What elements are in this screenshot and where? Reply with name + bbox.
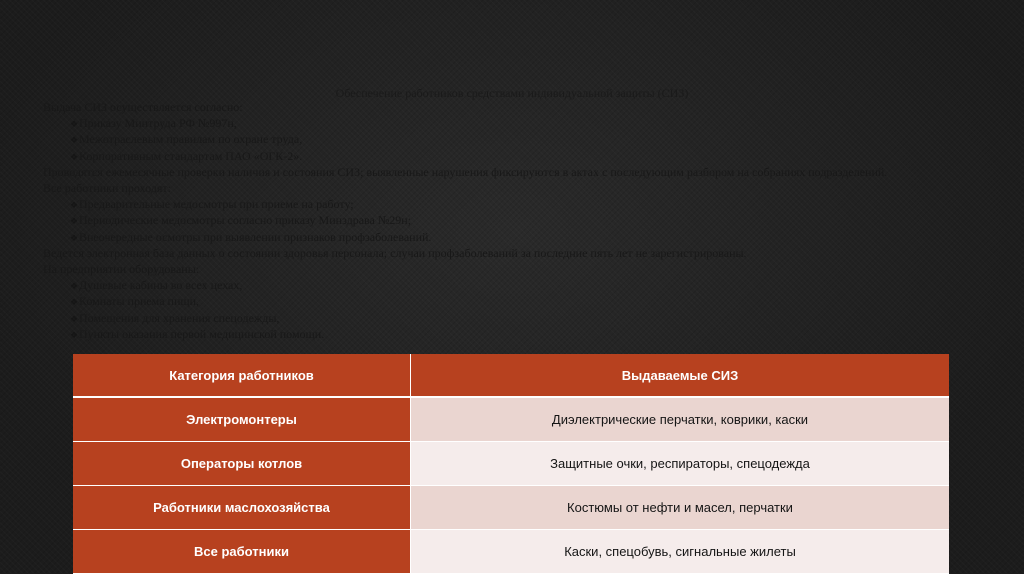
bullet-item [43,116,1003,133]
bullet-item [43,149,1003,166]
paragraph [43,165,1003,181]
worker-category-cell: Электромонтеры [73,398,411,442]
bullet-text: Приказу Минтруда РФ №997н, [79,115,237,130]
body-text [43,100,1003,344]
bullet-text: Корпоративным стандартам ПАО «ОГК-2». [79,148,303,163]
bullet-text: Душевые кабины во всех цехах, [79,277,243,292]
diamond-bullet-icon: ❖ [70,280,79,291]
worker-category-cell: Операторы котлов [73,442,411,486]
bullet-item [43,278,1003,295]
bullet-text: Межотраслевым правилам по охране труда, [79,132,303,147]
paragraph [43,181,1003,197]
issued-ppe-cell: Каски, спецобувь, сигнальные жилеты [411,530,949,574]
diamond-bullet-icon: ❖ [70,313,79,324]
ppe-table [73,354,949,574]
bullet-item [43,132,1003,149]
diamond-bullet-icon: ❖ [70,118,79,129]
bullet-text: Комнаты приема пищи, [79,294,200,309]
paragraph [43,262,1003,278]
table-row [73,530,949,574]
bullet-item [43,294,1003,311]
bullet-text: Пункты оказания первой медицинской помощи. [79,327,325,342]
diamond-bullet-icon: ❖ [70,151,79,162]
paragraph [43,246,1003,262]
diamond-bullet-icon: ❖ [70,330,79,341]
bullet-item [43,327,1003,344]
bullet-item [43,213,1003,230]
header-issued-ppe: Выдаваемые СИЗ [411,354,949,398]
table-row [73,486,949,530]
bullet-item [43,230,1003,247]
paragraph-text: Все работники проходят: [43,180,171,195]
paragraph [43,100,1003,116]
worker-category-cell: Работники маслохозяйства [73,486,411,530]
worker-category-cell: Все работники [73,530,411,574]
diamond-bullet-icon: ❖ [70,135,79,146]
paragraph-text: Ведется электронная база данных о состоянии здоровья персонала; случаи профзаболеваний за последние пять лет не зарегистрированы. [43,246,747,261]
header-worker-category: Категория работников [73,354,411,398]
bullet-item [43,197,1003,214]
paragraph-text: Выдача СИЗ осуществляется согласно: [43,100,243,114]
issued-ppe-cell: Костюмы от нефти и масел, перчатки [411,486,949,530]
bullet-text: Предварительные медосмотры при приеме на работу; [79,196,354,211]
table-row [73,398,949,442]
paragraph-text: На предприятии оборудованы: [43,261,200,276]
diamond-bullet-icon: ❖ [70,232,79,243]
bullet-text: Внеочередные осмотры при выявлении признаков профзаболеваний. [79,229,432,244]
table-row [73,442,949,486]
issued-ppe-cell: Диэлектрические перчатки, коврики, каски [411,398,949,442]
bullet-item [43,311,1003,328]
bullet-text: Периодические медосмотры согласно приказу Минздрава №29н; [79,213,412,228]
diamond-bullet-icon: ❖ [70,199,79,210]
bullet-text: Помещения для хранения спецодежды, [79,310,280,325]
table-header-row [73,354,949,398]
diamond-bullet-icon: ❖ [70,297,79,308]
paragraph-text: Проводятся ежемесячные проверки наличия и состояния СИЗ; выявленные нарушения фиксируются в актах с последующим разбором на собраниях подразделений. [43,165,888,180]
issued-ppe-cell: Защитные очки, респираторы, спецодежда [411,442,949,486]
slide-title: Обеспечение работников средствами индивидуальной защиты (СИЗ) [335,86,689,100]
diamond-bullet-icon: ❖ [70,216,79,227]
